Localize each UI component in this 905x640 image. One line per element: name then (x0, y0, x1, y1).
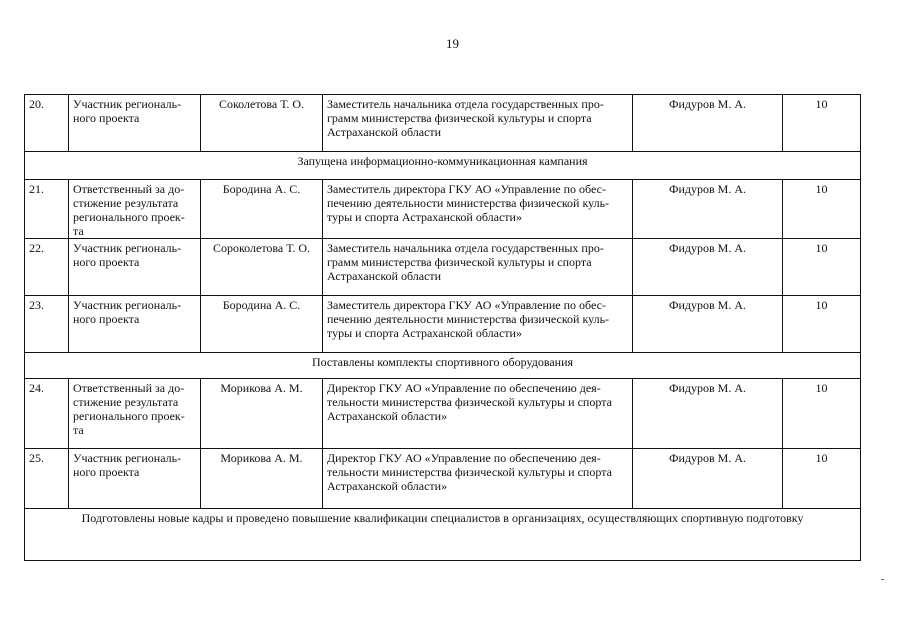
participant-position: Заместитель начальника отдела государственных про- грамм министерства физической культуры и спорта Астраханской области (323, 95, 633, 152)
approver-name: Фидуров М. А. (633, 95, 783, 152)
participant-name: Бородина А. С. (201, 296, 323, 353)
approver-name: Фидуров М. А. (633, 379, 783, 449)
row-number: 24. (25, 379, 69, 449)
table-row (25, 449, 861, 509)
participant-role: Участник региональ- ного проекта (69, 449, 201, 509)
approver-name: Фидуров М. А. (633, 296, 783, 353)
participant-name: Морикова А. М. (201, 449, 323, 509)
score-value: 10 (783, 296, 861, 353)
score-value: 10 (783, 449, 861, 509)
table-row (25, 180, 861, 239)
table-row (25, 95, 861, 152)
section-header-row (25, 509, 861, 561)
row-number: 23. (25, 296, 69, 353)
participant-role: Ответственный за до- стижение результата регионального проек- та (69, 180, 201, 239)
section-header-row (25, 353, 861, 379)
participant-role: Участник региональ- ного проекта (69, 239, 201, 296)
table-row (25, 239, 861, 296)
section-title: Поставлены комплекты спортивного оборудования (25, 353, 861, 379)
row-number: 25. (25, 449, 69, 509)
score-value: 10 (783, 239, 861, 296)
participant-position: Директор ГКУ АО «Управление по обеспечению дея- тельности министерства физической культуры и спорта Астраханской области» (323, 449, 633, 509)
row-number: 20. (25, 95, 69, 152)
approver-name: Фидуров М. А. (633, 239, 783, 296)
approver-name: Фидуров М. А. (633, 449, 783, 509)
score-value: 10 (783, 95, 861, 152)
approver-name: Фидуров М. А. (633, 180, 783, 239)
score-value: 10 (783, 180, 861, 239)
row-number: 22. (25, 239, 69, 296)
participant-position: Директор ГКУ АО «Управление по обеспечению дея- тельности министерства физической культуры и спорта Астраханской области» (323, 379, 633, 449)
section-title: Подготовлены новые кадры и проведено повышение квалификации специалистов в организациях, осуществляющих спортивную подготовку (25, 509, 861, 561)
participant-name: Морикова А. М. (201, 379, 323, 449)
score-value: 10 (783, 379, 861, 449)
participant-role: Ответственный за до- стижение результата регионального проек- та (69, 379, 201, 449)
participant-role: Участник региональ- ного проекта (69, 296, 201, 353)
project-participants-table (24, 94, 861, 561)
participant-position: Заместитель директора ГКУ АО «Управление по обес- печению деятельности министерства физической куль- туры и спорта Астраханской области» (323, 180, 633, 239)
participant-name: Сороколетова Т. О. (201, 239, 323, 296)
page-number: 19 (446, 36, 459, 51)
participant-name: Бородина А. С. (201, 180, 323, 239)
scan-mark: - (881, 574, 885, 585)
section-header-row (25, 152, 861, 180)
table-body (25, 95, 861, 561)
table-row (25, 379, 861, 449)
participant-name: Соколетова Т. О. (201, 95, 323, 152)
participant-position: Заместитель начальника отдела государственных про- грамм министерства физической культуры и спорта Астраханской области (323, 239, 633, 296)
row-number: 21. (25, 180, 69, 239)
participant-role: Участник региональ- ного проекта (69, 95, 201, 152)
participant-position: Заместитель директора ГКУ АО «Управление по обес- печению деятельности министерства физической куль- туры и спорта Астраханской области» (323, 296, 633, 353)
table-row (25, 296, 861, 353)
section-title: Запущена информационно-коммуникационная кампания (25, 152, 861, 180)
